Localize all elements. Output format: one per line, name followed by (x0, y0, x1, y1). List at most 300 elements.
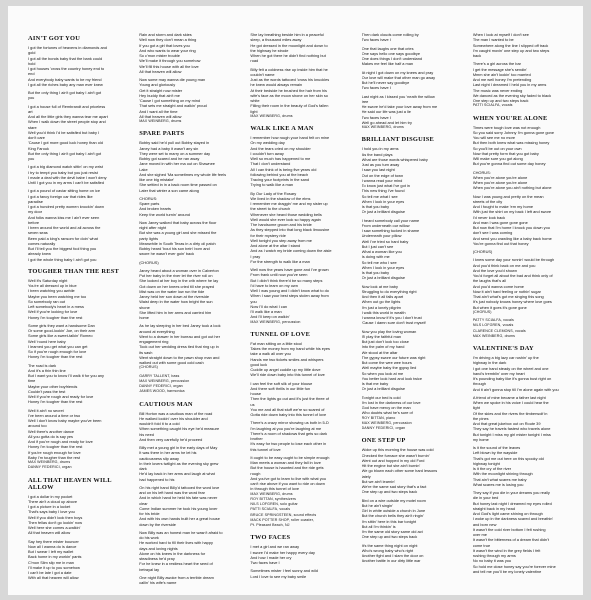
lyric-line: I got the whole thing baby I ain't got you (28, 256, 97, 262)
lyric-line: But you're gonna find out some day honey (472, 161, 546, 167)
lyric-line: Bobby heard 'bout his son bein' born and (139, 246, 210, 251)
lyric-line: I'll walk like a man (250, 309, 282, 314)
lyric-line: Who's wrong baby who's right (361, 547, 414, 553)
lyric-line: wife's face as the moon shone on her skin so (250, 92, 328, 98)
lyric-line: Is that you baby (361, 270, 390, 275)
lyric-line: stare (28, 124, 37, 130)
lyric-line: There ain't a cloud up above (28, 498, 77, 504)
lyric-line: But he ain't singin' (361, 502, 393, 508)
lyric-line: lately (361, 473, 371, 479)
lyric-line: One step up and two steps back (361, 534, 418, 540)
lyric-line: Well you'd think I'd be satisfied but baby I (28, 129, 100, 135)
lyric-line: I got all the riches baby any man ever knew (28, 81, 103, 87)
lyric-line: What are those words whispered baby (361, 156, 428, 162)
lyric-line: Tonight our bed is cold (361, 394, 401, 400)
lyric-line: don't see I was coming (472, 230, 513, 236)
song-block (473, 32, 568, 109)
lyric-line: Honey I'm tougher than the rest (28, 314, 83, 320)
lyric-line: I'm the same old story same old act (361, 529, 423, 534)
lyric-line: 'Cause I got something on my mind (139, 98, 201, 103)
lyric-line: I can feel the soft silk of your blouse (250, 380, 313, 386)
lyric-line: cautiousness slip away (139, 455, 179, 461)
lyric-line: hand's tremblin' over my heart (472, 370, 525, 376)
lyric-line: seven seas (28, 230, 48, 236)
lyric-line: I'd have to learn on my own (250, 282, 298, 288)
lyric-line: Well it's Saturday night (28, 277, 68, 283)
credit-line: ROY BITTAN, piano (361, 415, 396, 420)
lyric-line: I made a deal with the devil babe I won't deny (28, 174, 107, 180)
lyric-line: Hey buddy that ain't me (139, 92, 180, 98)
lyric-line: No no baby it was you (472, 558, 512, 564)
song-block (139, 130, 234, 394)
lyric-line: It wasn't the bitterness of a dream that didn't (472, 537, 549, 543)
lyric-line: With all that heaven will allow (28, 575, 79, 581)
lyric-line: There's a girl across the bar (472, 61, 521, 67)
lyric-line: If you're rough enough for love (28, 449, 81, 455)
lyric-line: Just as you turn away (361, 162, 400, 167)
song-block (250, 331, 345, 529)
lyric-line: Later that winter a son came along (139, 187, 199, 193)
lyric-line: in through this tunnel of love (250, 486, 300, 492)
lyric-line: I try to tempt you baby but you just resist (28, 169, 98, 175)
credit-line: NILS LOFGREN, solo guitar (250, 502, 298, 506)
lyric-line: my home (472, 436, 489, 442)
lyric-line: We lived in the shadow of the elms (250, 195, 311, 201)
lyric-line: So tell me what I see (361, 193, 398, 199)
lyric-line: And God's light came shining on through (472, 511, 543, 516)
lyric-line: In their lovers twilight as the evening sky grew (139, 460, 219, 466)
credit-line: NILS LOFGREN, vocals (472, 323, 514, 328)
lyric-line: Well if you're looking for love (28, 309, 78, 315)
song-title: ONE STEP UP (361, 437, 406, 445)
lyric-line: So somebody ran out (28, 298, 65, 304)
lyrics-column (139, 32, 234, 591)
lyric-line: callin' his wife's name (139, 580, 177, 585)
lyric-line: And you've got to learn to live with what you (250, 475, 326, 481)
lyric-line: Well go ahead and let him try (361, 119, 412, 125)
lyric-line: I got a pound of caviar sitting home on ice (28, 188, 101, 194)
lyric-line: the laughs that's all (472, 278, 506, 284)
lyric-line: On my wedding day (250, 140, 285, 146)
song-title: WHEN YOU'RE ALONE (472, 114, 548, 122)
credit-line: MAX WEINBERG, drums (472, 333, 516, 338)
lyric-line: I got one hand steady on the wheel and one (472, 365, 549, 371)
lyric-line: Then dark clouds come rolling by (361, 32, 419, 37)
lyric-line: steadiness he'd pray (139, 556, 175, 561)
lyric-line: They say if you die in your dreams you really (472, 490, 550, 495)
lyric-line: dark (139, 466, 147, 471)
lyric-line: I got all the bonds baby that the bank could (28, 55, 103, 61)
lyric-line: road (250, 58, 259, 64)
lyric-line: That I don't understand (250, 161, 291, 167)
lyric-line: And if you're rough and ready for love (28, 439, 93, 444)
lyric-line: But she was a young girl and she missed the (139, 230, 217, 236)
lyric-line: And folks wanna kiss me I ain't ever seen (28, 214, 100, 220)
lyric-line: Whenever she heard those wedding bells (250, 211, 322, 217)
lyric-line: 'Cause I got more good luck honey than old (28, 140, 103, 146)
lyric-line: The road is dark (28, 362, 57, 368)
lyric-line: You me and all that stuff we're so scared of (250, 406, 325, 412)
lyric-line: Fat man sitting on a little stool (250, 340, 302, 346)
lyric-line: I been around the world and all across the (28, 225, 101, 230)
lyric-line: Trying to walk like a man (250, 182, 294, 188)
lyric-line: Is doing with me (361, 254, 390, 260)
lyric-line: its sash (139, 349, 153, 355)
lyric-line: At their bedside he brushed the hair from his (250, 87, 327, 93)
lyric-line: Mmm she ain't lookin' too married (472, 71, 531, 77)
credit-line: MAX WEINBERG, drums (250, 491, 293, 496)
lyric-line: I wanna read your mind (361, 177, 403, 183)
song-block (139, 401, 234, 586)
lyric-line: I can't be late I got a date (28, 570, 72, 575)
lyric-line: We go blown each other some hard lessons (361, 468, 438, 474)
lyric-line: I learned you get what you can get (28, 343, 88, 349)
lyric-line: So you said sorry Johnny I'm gonna gone gone (472, 129, 555, 135)
lyric-line: light (472, 405, 480, 411)
lyric-line: the highway he strode (250, 47, 289, 53)
lyric-line: you (28, 95, 35, 101)
song-title: TOUGHER THAN THE REST (28, 267, 120, 275)
lyric-line: around at everything (139, 328, 175, 334)
lyric-line: But the church bells they ain't ringin' (361, 513, 424, 519)
lyric-line: There's a room of shadows that gets so dark (250, 430, 328, 436)
lyric-line: As he lay sleeping in her bed Janey took a look (139, 323, 221, 329)
lyric-line: down by the riverside (139, 521, 176, 527)
song-block (473, 115, 568, 340)
lyric-line: She lay breathing beside him in a peaceful (250, 32, 324, 37)
lyric-line: clear (139, 500, 148, 506)
lyric-line: That ain't what's got me singing this song (472, 294, 544, 299)
lyric-line: brother (250, 436, 263, 441)
lyric-line: Tracing your footprints in the sand (250, 177, 310, 182)
lyric-line: I couldn't turn away (250, 150, 284, 156)
lyrics-columns (28, 32, 568, 591)
lyric-line: had happened to his (139, 476, 175, 482)
lyric-line: Until I got you in my arms I can't be satisfied (28, 180, 104, 185)
lyric-line: We're the same sad story that's a fact (361, 484, 427, 489)
lyric-line: But I'll tell you the biggest fool thing you (28, 246, 97, 251)
lyric-line: don't care (28, 135, 45, 140)
lyric-line: back (472, 53, 482, 58)
lyric-line: Well if you didn't look then boys (28, 514, 83, 520)
song-title: CAUTIOUS MAN (139, 400, 193, 408)
lyric-line: He swore he'd take your love away from me (361, 104, 438, 109)
lyric-line: It ought to be easy ought to be simple enough (250, 454, 330, 460)
lyric-line: But tonight I miss my girl mister tonight I miss (472, 431, 551, 437)
lyric-line: Waist deep in the water how bright the sun (139, 299, 213, 305)
lyric-line: All that heaven will allow (139, 68, 182, 74)
credit-line: PATTY SCIALFA, vocals (472, 318, 514, 322)
lyric-line: I'll play the faithful man (361, 333, 402, 339)
lyric-line: like one big mistake' (139, 177, 175, 182)
lyric-line: You will see me no more (472, 135, 516, 140)
lyric-line: Well I don't know baby maybe you've been (28, 418, 102, 423)
lyric-line: And she sighed 'Ma sometimes my whole life feels (139, 171, 227, 177)
lyric-line: She lifted him in her arms and carried him (139, 309, 212, 315)
lyric-line: And I fought to make 'em my home (472, 204, 534, 209)
lyric-line: Meanwhile in South Texas in a dirty oil patch (139, 240, 216, 246)
lyric-line: Last night as I kissed you 'neath the willow (361, 93, 435, 99)
lyric-line: I'll make it up to you somehow (28, 564, 80, 570)
lyric-line: I got a big diamond watch sittin' on my wrist (28, 164, 103, 170)
lyric-line: From underneath our willow (361, 222, 410, 228)
song-block (28, 268, 123, 471)
credit-line: JAMES WOOD, harmonica (139, 389, 185, 394)
lyric-line: and born new (472, 521, 497, 527)
lyric-line: Honey I'm tougher than the rest (28, 399, 83, 405)
lyric-line: hold (28, 60, 36, 66)
lyric-line: Well if you're rough and ready for love (28, 394, 94, 399)
lyric-line: Well maybe baby the gypsy lied (361, 365, 417, 371)
lyric-line: And alone at the altar I stand (250, 243, 301, 248)
lyric-line: He walked lookin' over his shoulder and (139, 415, 208, 421)
lyric-line: Is it the sound of the leaves (472, 445, 521, 450)
lyric-line: On his right hand Billy'd tattooed the word love (139, 484, 220, 490)
lyric-line: (CHORUS) (139, 259, 159, 265)
lyric-line: I wanna know if it's you I don't trust (361, 315, 422, 320)
lyric-line: It's easy for two people to lose each other in (250, 441, 327, 447)
lyric-line: Is that me baby (361, 381, 389, 386)
lyric-line: Bobby said he'd pull out Bobby stayed in (139, 140, 210, 146)
lyric-line: This new thing I've found (361, 188, 405, 194)
lyric-line: With just the shirt on my back I left and swore (472, 209, 552, 215)
lyric-line: But come the wee wee hours (361, 360, 412, 365)
lyric-line: But I swear I left my wallet (28, 549, 74, 554)
lyric-line: Left blown by the wayside (472, 450, 518, 456)
lyric-line: And with his own hands built her a great house (139, 516, 220, 522)
song-title: WALK LIKE A MAN (250, 125, 314, 132)
lyric-line: Into the palm of my hand (361, 344, 405, 350)
lyric-line: God have mercy on the man (361, 405, 411, 410)
lyric-line: Who doubts what he's sure of (361, 410, 413, 416)
lyric-line: One step up and two steps back (472, 98, 529, 103)
lyric-line: Filling their room in the beauty of God's fallen (250, 103, 329, 109)
lyric-line: You better look hard and look twice (361, 375, 423, 381)
lyric-line: rushing through my arms (472, 553, 516, 558)
lyric-line: That ain't what scares me baby (472, 476, 527, 482)
lyric-line: Now Billy was an honest man he wasn't afraid to (139, 529, 223, 535)
lyric-line: you (28, 156, 35, 161)
lyric-line: highway tonight (472, 460, 500, 466)
lyric-line: I'm caught movin' one step up and two steps (472, 47, 550, 53)
lyric-line: around too (28, 423, 47, 429)
lyric-line: Well here she comes a-walkin' (28, 525, 81, 530)
lyric-line: straight back in my head (472, 505, 515, 511)
lyric-line: before (28, 219, 40, 225)
lyric-line: Bill Horton was a cautious man of the road (139, 410, 213, 416)
lyric-line: Well would she ever look so happy again (250, 216, 321, 222)
lyric-line: I swore I'd make her happy every day (250, 549, 315, 555)
lyric-line: When you're alone you're alone (472, 174, 528, 180)
credit-line: MAX WEINBERG, drums (250, 113, 293, 118)
lyric-line: days and loving nights (139, 545, 178, 551)
lyric-line: and tell me you'll be my lonely valentine (472, 568, 542, 574)
lyric-line: From frank until now you've seen (250, 272, 308, 278)
lyric-line: Now look at me baby (361, 283, 398, 289)
lyric-line: Left somebody's heart in a mess (28, 304, 84, 309)
lyric-line: You'd forget all about the bad and think only of (472, 273, 553, 278)
lyric-line: Hit the engine but she ain't burnin' (361, 463, 421, 468)
lyric-line: I'm sittin' here in this bar tonight (361, 518, 417, 524)
lyric-line: Somewhere along the line I slipped off track (472, 42, 549, 48)
lyric-line: And broken hearts (139, 206, 171, 212)
lyric-line: Sometimes mister I feel sunny and wild (250, 568, 318, 574)
lyric-line: What scares me is losing you (472, 481, 524, 487)
lyric-line: Gotta ride down baby into this tunnel of love (250, 412, 327, 417)
lyric-line: They say he travels fastest who travels alone (472, 426, 551, 432)
song-block (362, 437, 457, 563)
lyric-line: Well now they don't mean a thing (139, 37, 197, 43)
lyric-line: Got down on her knees cried till she prayed (139, 283, 215, 289)
lyric-line: And there soft thrills in our little fun (250, 385, 311, 391)
credit-line: CLARENCE CLEMONS, vocals (472, 328, 526, 333)
lyric-line: Well I've tried so hard baby (361, 238, 409, 244)
song-block (139, 32, 234, 124)
lyric-line: One that laughs one that cries (361, 45, 414, 51)
lyric-line: Now some may wanna die young man (139, 77, 206, 82)
lyric-line: us (250, 401, 255, 407)
lyric-line: When we spoke in his voice I could hear the (472, 400, 549, 405)
lyric-line: The man I wanted to be (472, 37, 514, 43)
lyric-line: Honey I'm tougher than the rest (28, 444, 83, 450)
lyric-line: And how I made her cry (250, 554, 292, 560)
lyric-line: All that heaven will allow (28, 530, 71, 536)
lyrics-column (473, 32, 568, 591)
lyric-line: time (28, 378, 36, 384)
lyric-line: couldn't name (250, 71, 275, 77)
lyric-line: When I look in your eyes (361, 264, 405, 270)
lyric-line: Janey had a baby it wasn't any sin (139, 145, 199, 151)
credit-line: MAX WEINBERG, drums (139, 119, 182, 123)
lyric-line: The music was never ending (472, 87, 523, 93)
lyric-line: By Our Lady of the Rosary (250, 190, 297, 196)
credit-line: MACK POTTER SHOP, roller coaster, (250, 517, 314, 522)
lyric-line: Another battle in our dirty little war (361, 558, 421, 564)
song-title: SPARE PARTS (139, 130, 185, 138)
lyric-line: Cuddle up angel cuddle up my little dove (250, 367, 321, 372)
lyric-line: All that heaven will allow (139, 113, 182, 119)
lyric-line: party lights (139, 235, 159, 241)
lyric-line: streets of the city (472, 198, 503, 204)
lyric-line: art (28, 108, 33, 114)
lyric-line: I'm driving a big lazy car rushin' up the (472, 355, 539, 360)
lyric-line: Alone on his knees in the darkness for (139, 550, 206, 556)
lyric-line: One step up and two steps back (361, 489, 418, 495)
lyric-line: Makes me feel like half a man (361, 61, 414, 67)
lyric-line: You're all dressed up in blue (28, 283, 77, 288)
lyric-line: So you'll be out on your own (472, 145, 522, 151)
lyric-line: And man I was gone gone gone (472, 219, 528, 225)
lyric-line: For he knew in a restless heart the seed of (139, 561, 213, 567)
lyric-line: Man meets a woman and they fall in love (250, 460, 321, 465)
lyric-line: It wasn't the cold river bottom I felt rushing (472, 526, 546, 532)
lyric-line: for their mystery ride (250, 232, 286, 238)
lyric-line: All you gotta do is say yes (28, 433, 73, 439)
lyric-line: home (139, 315, 149, 320)
lyric-line: I remember me draggin' me and my sister up (250, 201, 328, 206)
lyric-line: light (250, 108, 258, 114)
lyric-line: But then both knew what was missing honey (472, 140, 550, 146)
lyric-line: We danced as the evening sky faded to black (472, 92, 552, 98)
lyric-line: Some girls like a sweet-talkin' Romeo (28, 333, 93, 339)
lyric-line: And the love you'd shown (472, 267, 518, 273)
credit-line: MAX WEINBERG, percussion (250, 319, 301, 324)
lyric-line: That's got me out here on this spooky old (472, 455, 544, 461)
lyric-line: One does things I don't understand (361, 56, 423, 61)
song-block (250, 32, 345, 119)
song-block (250, 125, 345, 325)
lyric-line: And the tears cried on my shoulder (250, 145, 311, 151)
lyric-line: All I can think of is being five years old (250, 166, 317, 172)
lyric-line: That's says baby I love you (28, 509, 75, 515)
lyric-line: And you'd think back on me and you (472, 262, 536, 268)
lyric-line: Lord I love to see my baby smile (250, 573, 307, 579)
lyric-line: Last night I dreamed I held you in my arms (472, 82, 547, 88)
credit-line: MAX WEINBERG, percussion (361, 420, 412, 425)
lyric-line: I'm lost in the darkness of our love (361, 399, 421, 405)
lyric-line: And I want all the time (139, 108, 178, 114)
lyric-line: But just don't look too close (361, 339, 409, 344)
lyric-line: Some girls they want a handsome Dan (28, 322, 95, 328)
lyric-line: sleep, a thousand miles away (250, 37, 302, 43)
lyric-line: tree (361, 98, 369, 104)
lyric-line: Now it ain't hard feeling or nothin' sugar (472, 288, 541, 294)
lyric-line: Mist was on the water low run the tide (139, 288, 205, 294)
lyric-line: When I walk down the street people stop and (28, 119, 106, 125)
lyric-line: When I look at myself I don't see (472, 32, 529, 37)
lyric-line: Or just a brilliant disguise (361, 275, 406, 281)
lyric-line: end (28, 71, 35, 77)
lyric-line: Will make sure you got along (472, 156, 523, 161)
lyric-line: When I saw your best steps stolen away from (250, 293, 329, 299)
credit-line: Pt. Pleasant Beach, NJ (250, 523, 290, 527)
lyric-line: Underneath your pillow (361, 233, 402, 239)
lyric-line: I'd never look back (472, 214, 506, 220)
credit-line: PATTI SCIALFA, vocals (472, 103, 513, 108)
lyric-line: Girl in white outside a church in June (361, 508, 426, 513)
lyric-line: I got a hundred pretty women knockin' down (28, 204, 105, 209)
lyric-line: Of the skies and the rivers the timberwolf in (472, 410, 548, 416)
lyric-line: C'mon Slim slip me in man (28, 559, 74, 565)
lyric-line: do his work (139, 535, 159, 540)
lyric-line: When I look in your eyes (361, 198, 405, 204)
credit-line: (CHORUS) (139, 365, 158, 370)
lyric-line: Or just a brilliant disguise (361, 386, 406, 392)
lyric-line: But I didn't think there'd be so many steps (250, 277, 323, 283)
lyric-line: It wasn't the wind in the grey fields I felt (472, 547, 541, 553)
lyric-line: Back home in my workin' pants (28, 554, 82, 560)
lyrics-column (362, 32, 457, 591)
lyric-line: I got houses 'cross the country honey end to (28, 66, 105, 71)
lyric-line: swore he wasn't ever goin' back (139, 251, 195, 257)
lyric-line: Two faces have I (361, 85, 391, 91)
lyric-line: Maybe your other boyfriends (28, 383, 78, 389)
lyric-line: Our love will make that other man go away (361, 74, 436, 80)
lyric-line: So hold me close honey say you're forever mine (472, 563, 556, 569)
lyric-line: But I just can't see (361, 243, 394, 249)
lyric-line: I'm laughing at you you're laughing at me (250, 425, 322, 431)
lyric-line: Keep the world turnin' around (139, 211, 190, 217)
lyric-line: Two faces have I (361, 37, 391, 43)
lyric-line: Well there's another dance (28, 428, 75, 434)
lyric-line: Two faces have I (361, 114, 391, 120)
lyric-line: the pines (472, 415, 489, 421)
lyric-line: She looked at her boy in the crib where he lay (139, 278, 219, 284)
credit-line: DANNY FEDERICI, organ (139, 384, 183, 388)
lyric-line: She settled in in a back room time passed on (139, 182, 217, 188)
lyric-line: Checked the furnace she wasn't burnin' (361, 452, 430, 458)
credit-line: BRUCE SPRINGSTEEN, sound effects (250, 512, 317, 517)
